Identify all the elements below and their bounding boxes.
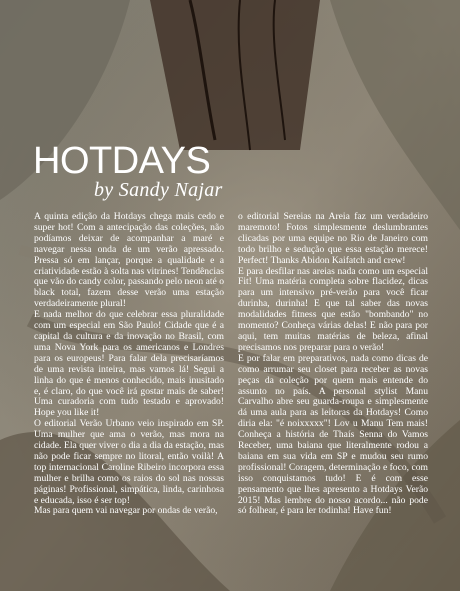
paragraph: E para desfilar nas areias nada como um especial Fit! Uma matéria completa sobre flacidez, dicas para um intensivo pré-verão para você ficar durinha, durinha! E que tal saber das novas modalidades fitness que estão "bombando" no momento? Conheça várias delas! E não para por aqui, tem muitas matérias de beleza, afinal precisamos nos preparar para o verão! (238, 265, 428, 353)
article-text-column-left (34, 212, 224, 517)
article-byline: by Sandy Najar (94, 179, 223, 201)
article-text-column-right (238, 212, 428, 517)
paragraph: E por falar em preparativos, nada como dicas de como arrumar seu closet para receber as novas peças da coleção por quem mais entende do assunto no país. A personal stylist Manu Carvalho abre seu guarda-roupa e simplesmente dá uma aula para as leitoras da Hotdays! Como diria ela: "é noixxxxx"! Lov u Manu Tem mais! Conheça a história de Thaís Senna do Vamos Receber, uma baiana que literalmente rodou a baiana em sua vida em SP e mudou seu rumo profissional! Coragem, determinação e foco, com isso conquistamos tudo! E é com esse pensamento que lhes apresento a Hotdays Verão 2015! Mas lembre do nosso acordo... não pode só folhear, é para ler todinha! Have fun! (238, 352, 428, 517)
article-title: HOTDAYS (33, 140, 211, 182)
paragraph: O editorial Verão Urbano veio inspirado em SP. Uma mulher que ama o verão, mas mora na cidade. Ela quer viver o dia a dia da estação, mas não pode ficar sempre no litoral, então voilà! A top internacional Caroline Ribeiro incorpora essa mulher e brilha como os raios do sol nas nossas páginas! Profissional, simpática, linda, carinhosa e educada, isso é ser top! (34, 418, 224, 506)
paragraph: E nada melhor do que celebrar essa pluralidade com um especial em São Paulo! Cidade que é a capital da cultura e da inovação no Brasil, com uma Nova York para os americanos e Londres para os europeus! Para falar dela precisaríamos de uma revista inteira, mas vamos lá! Segui a linha do que é menos conhecido, mais inusitado e, é claro, do que você irá gostar mais de saber! Uma curadoria com tudo testado e aprovado! Hope you like it! (34, 309, 224, 419)
paragraph: A quinta edição da Hotdays chega mais cedo e super hot! Com a antecipação das coleções, não podíamos deixar de acompanhar a maré e navegar nessa onda de um verão apressado. Pressa só em lançar, porque a qualidade e a criatividade estão à solta nas vitrines! Tendências que vão do candy color, passando pelo neon até o black total, fazem desse verão uma estação verdadeiramente plural! (34, 211, 224, 310)
paragraph: Mas para quem vai navegar por ondas de verão, (34, 505, 218, 517)
paragraph: o editorial Sereias na Areia faz um verdadeiro maremoto! Fotos simplesmente deslumbrantes clicadas por uma equipe no Rio de Janeiro com todo brilho e sedução que essa estação merece! Perfect! Thanks Abidon Kaifatch and crew! (238, 211, 428, 266)
